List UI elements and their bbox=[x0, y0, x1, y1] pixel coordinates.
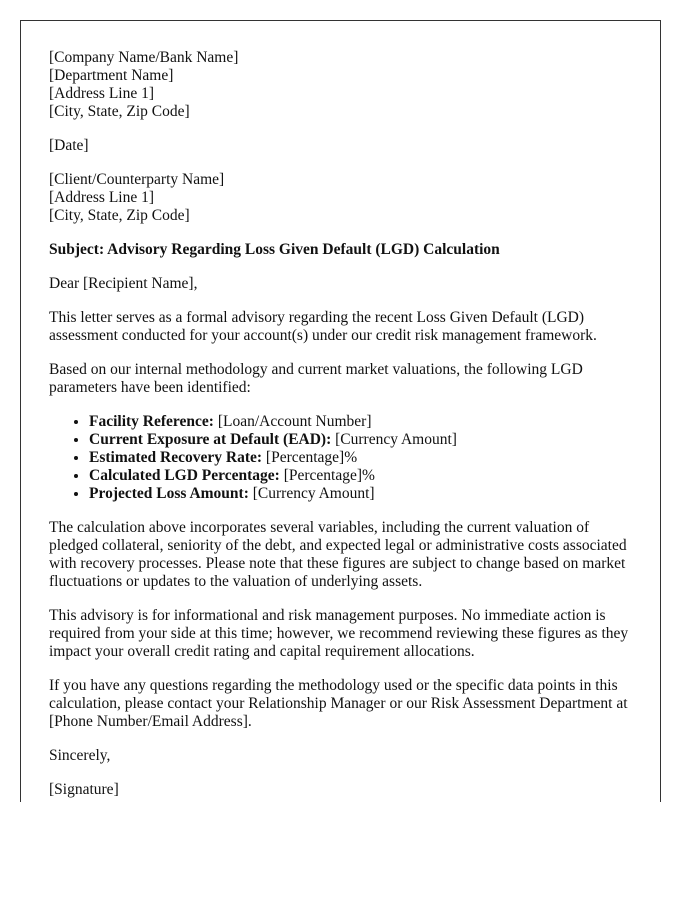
letter-date: [Date] bbox=[49, 137, 89, 154]
lgd-parameter-list bbox=[49, 413, 631, 503]
signoff: Sincerely, bbox=[49, 747, 111, 764]
recipient-line: [Client/Counterparty Name] bbox=[49, 171, 225, 188]
parameter-value: [Percentage]% bbox=[279, 467, 375, 484]
sender-line: [City, State, Zip Code] bbox=[49, 103, 190, 120]
body-paragraph: If you have any questions regarding the methodology used or the specific data points in this calculation, please contact your Relationship Manager or our Risk Assessment Department at [Phone Number/Email Address]. bbox=[49, 677, 628, 730]
sender-line: [Department Name] bbox=[49, 67, 174, 84]
parameter-item bbox=[89, 449, 631, 467]
parameter-value: [Currency Amount] bbox=[248, 485, 375, 502]
parameter-label: Facility Reference: bbox=[89, 413, 214, 430]
body-paragraph: Based on our internal methodology and current market valuations, the following LGD parameters have been identified: bbox=[49, 361, 583, 396]
parameter-label: Estimated Recovery Rate: bbox=[89, 449, 263, 466]
parameter-item bbox=[89, 485, 631, 503]
parameter-item bbox=[89, 467, 631, 485]
parameter-label: Current Exposure at Default (EAD): bbox=[89, 431, 332, 448]
sender-line: [Address Line 1] bbox=[49, 85, 155, 102]
parameter-value: [Percentage]% bbox=[262, 449, 358, 466]
salutation: Dear [Recipient Name], bbox=[49, 275, 198, 292]
parameter-value: [Currency Amount] bbox=[331, 431, 457, 448]
body-paragraph: This letter serves as a formal advisory regarding the recent Loss Given Default (LGD) assessment conducted for your account(s) under our credit risk management framework. bbox=[49, 309, 597, 344]
sender-address bbox=[49, 49, 631, 121]
body-paragraph: This advisory is for informational and risk management purposes. No immediate action is required from your side at this time; however, we recommend reviewing these figures as they impact your overall credit rating and capital requirement allocations. bbox=[49, 607, 629, 660]
sender-line: [Company Name/Bank Name] bbox=[49, 49, 239, 66]
parameter-item bbox=[89, 413, 631, 431]
subject-line: Subject: Advisory Regarding Loss Given Default (LGD) Calculation bbox=[49, 241, 500, 258]
letter-page bbox=[20, 20, 661, 802]
parameter-item bbox=[89, 431, 631, 449]
body-paragraph: The calculation above incorporates several variables, including the current valuation of pledged collateral, seniority of the debt, and expected legal or administrative costs associated with recovery processes. Please note that these figures are subject to change based on market fluctuations or updates to the valuation of underlying assets. bbox=[49, 519, 627, 590]
parameter-label: Calculated LGD Percentage: bbox=[89, 467, 280, 484]
recipient-address bbox=[49, 171, 631, 225]
signature: [Signature] bbox=[49, 781, 119, 798]
parameter-value: [Loan/Account Number] bbox=[213, 413, 372, 430]
parameter-label: Projected Loss Amount: bbox=[89, 485, 249, 502]
recipient-line: [City, State, Zip Code] bbox=[49, 207, 190, 224]
recipient-line: [Address Line 1] bbox=[49, 189, 155, 206]
